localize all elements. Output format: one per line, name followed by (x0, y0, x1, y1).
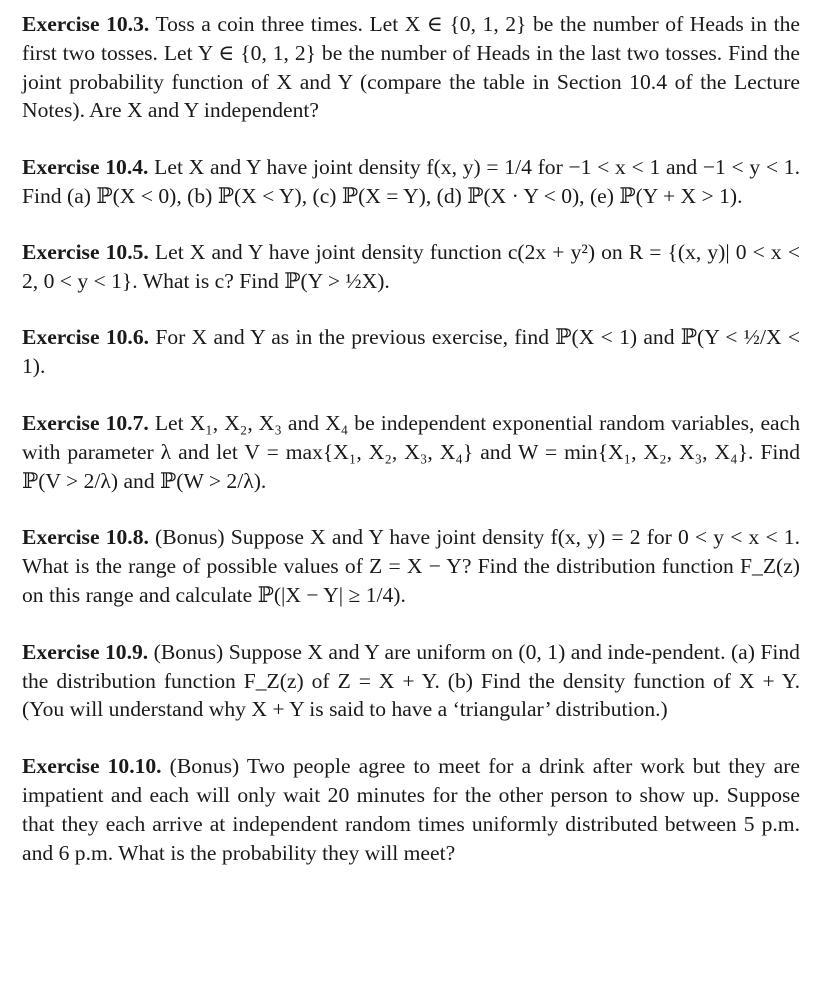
exercise-10-7 (22, 409, 800, 495)
exercise-10-5 (22, 238, 800, 296)
exercise-text: Let X and Y have joint density f(x, y) = 1/4 for −1 < x < 1 and −1 < y < 1. Find (a) ℙ(X < 0), (b) ℙ(X < Y), (c) ℙ(X = Y), (d) ℙ(X · Y < 0), (e) ℙ(Y + X > 1). (22, 155, 800, 208)
exercise-heading: Exercise 10.10. (22, 754, 162, 779)
exercise-heading: Exercise 10.8. (22, 525, 149, 550)
exercise-heading: Exercise 10.5. (22, 239, 149, 264)
exercise-10-9 (22, 638, 800, 724)
exercise-10-6 (22, 323, 800, 381)
exercise-10-10 (22, 752, 800, 867)
exercise-text: Toss a coin three times. Let X ∈ {0, 1, 2} be the number of Heads in the first two tosses. Let Y ∈ {0, 1, 2} be the number of Heads in the last two tosses. Find the joint probability function of X and Y (compare the table in Section 10.4 of the Lecture Notes). Are X and Y independent? (22, 12, 801, 123)
exercise-heading: Exercise 10.4. (22, 155, 149, 180)
exercise-heading: Exercise 10.9. (22, 639, 149, 664)
exercise-10-8 (22, 523, 800, 609)
exercise-text: (Bonus) Suppose X and Y are uniform on (0, 1) and inde-pendent. (a) Find the distribution function F_Z(z) of Z = X + Y. (b) Find the density function of X + Y. (You will understand why X + Y is said to have a ‘triangular’ distribution.) (22, 639, 800, 722)
exercise-text: Let X₁, X₂, X₃ and X₄ be independent exponential random variables, each with parameter λ and let V = max{X₁, X₂, X₃, X₄} and W = min{X₁, X₂, X₃, X₄}. Find ℙ(V > 2/λ) and ℙ(W > 2/λ). (22, 410, 800, 493)
exercise-text: For X and Y as in the previous exercise, find ℙ(X < 1) and ℙ(Y < ½/X < 1). (22, 325, 800, 379)
exercise-text: Let X and Y have joint density function c(2x + y²) on R = {(x, y)| 0 < x < 2, 0 < y < 1}. What is c? Find ℙ(Y > ½X). (22, 239, 800, 293)
exercise-heading: Exercise 10.6. (22, 325, 150, 350)
exercise-heading: Exercise 10.3. (22, 12, 150, 36)
exercise-text: (Bonus) Two people agree to meet for a drink after work but they are impatient and each will only wait 20 minutes for the other person to show up. Suppose that they each arrive at independent random times uniformly distributed between 5 p.m. and 6 p.m. What is the probability they will meet? (22, 754, 801, 865)
exercise-heading: Exercise 10.7. (22, 410, 149, 435)
exercise-text: (Bonus) Suppose X and Y have joint density f(x, y) = 2 for 0 < y < x < 1. What is the range of possible values of Z = X − Y? Find the distribution function F_Z(z) on this range and calculate ℙ(|X − Y| ≥ 1/4). (22, 525, 800, 607)
exercise-sheet (22, 10, 800, 895)
exercise-10-4 (22, 153, 800, 211)
exercise-10-3 (22, 10, 800, 125)
